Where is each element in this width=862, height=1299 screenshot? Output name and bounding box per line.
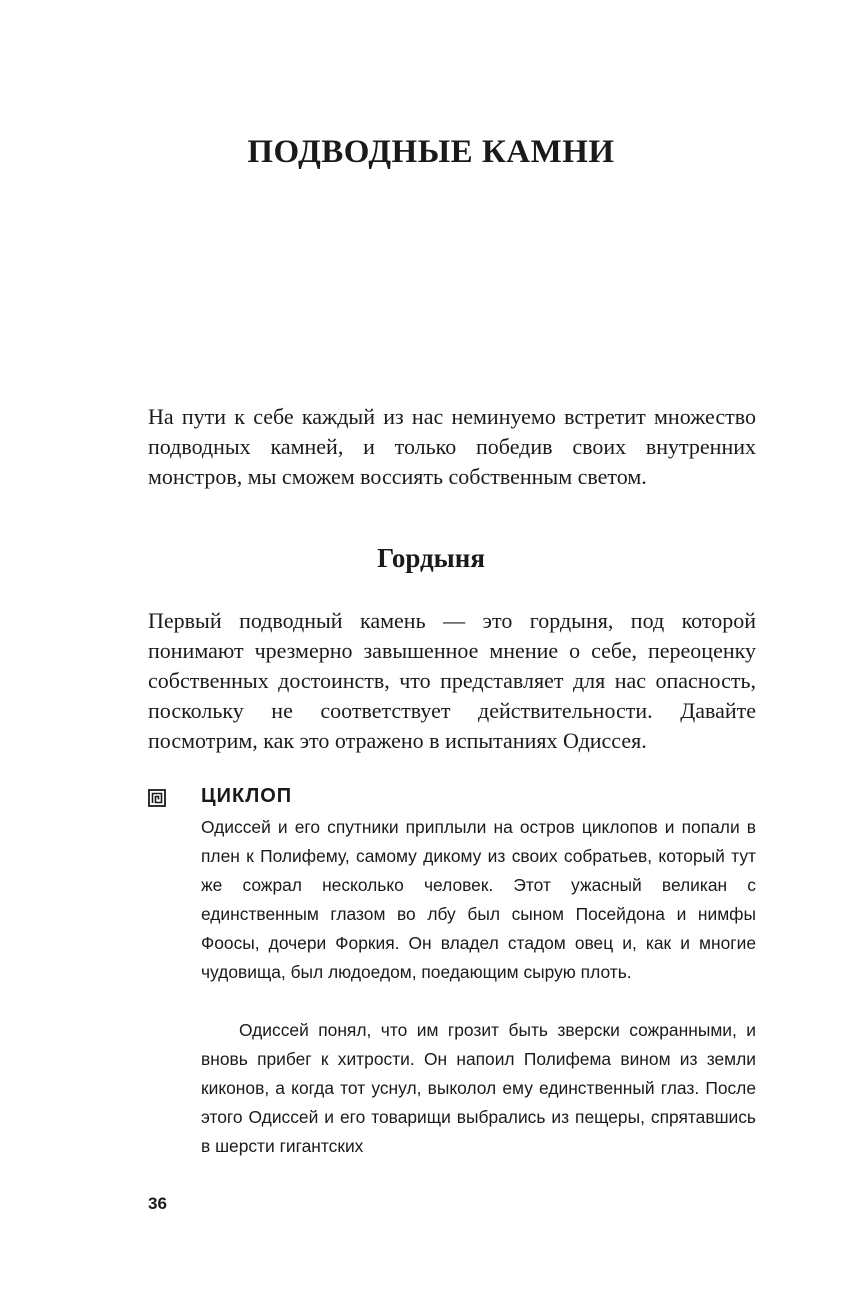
chapter-intro: На пути к себе каждый из нас неминуемо встретит множество подводных камней, и только победив своих внутренних монстров, мы сможем воссиять собственным светом. [148,404,756,489]
subsection-paragraph-1: Одиссей и его спутники приплыли на остров циклопов и попали в плен к Полифему, самому дикому из своих собратьев, который тут же сожрал несколько человек. Этот ужасный великан с единственным глазом во лбу был сыном Посейдона и нимфы Фоосы, дочери Форкия. Он владел стадом овец и, как и многие чудовища, был людоедом, поедающим сырую плоть. [201,817,756,982]
subsection-heading: ЦИКЛОП [201,785,293,807]
subsection-paragraph-2: Одиссей понял, что им грозит быть зверски сожранными, и вновь прибег к хитрости. Он напоил Полифема вином из земли киконов, а когда тот уснул, выколол ему единственный глаз. После этого Одиссей и его товарищи выбрались из пещеры, спрятавшись в шерсти гигантских [201,1020,756,1156]
meander-icon [148,789,166,807]
section-body: Первый подводный камень — это гордыня, под которой понимают чрезмерно завышенное мнение о себе, переоценку собственных достоинств, что представляет для нас опасность, поскольку не соответствует действительности. Давайте посмотрим, как это отражено в испытаниях Одиссея. [148,608,756,753]
section-heading: Гордыня [377,543,485,573]
page-number: 36 [148,1194,167,1213]
chapter-title: ПОДВОДНЫЕ КАМНИ [247,134,615,170]
